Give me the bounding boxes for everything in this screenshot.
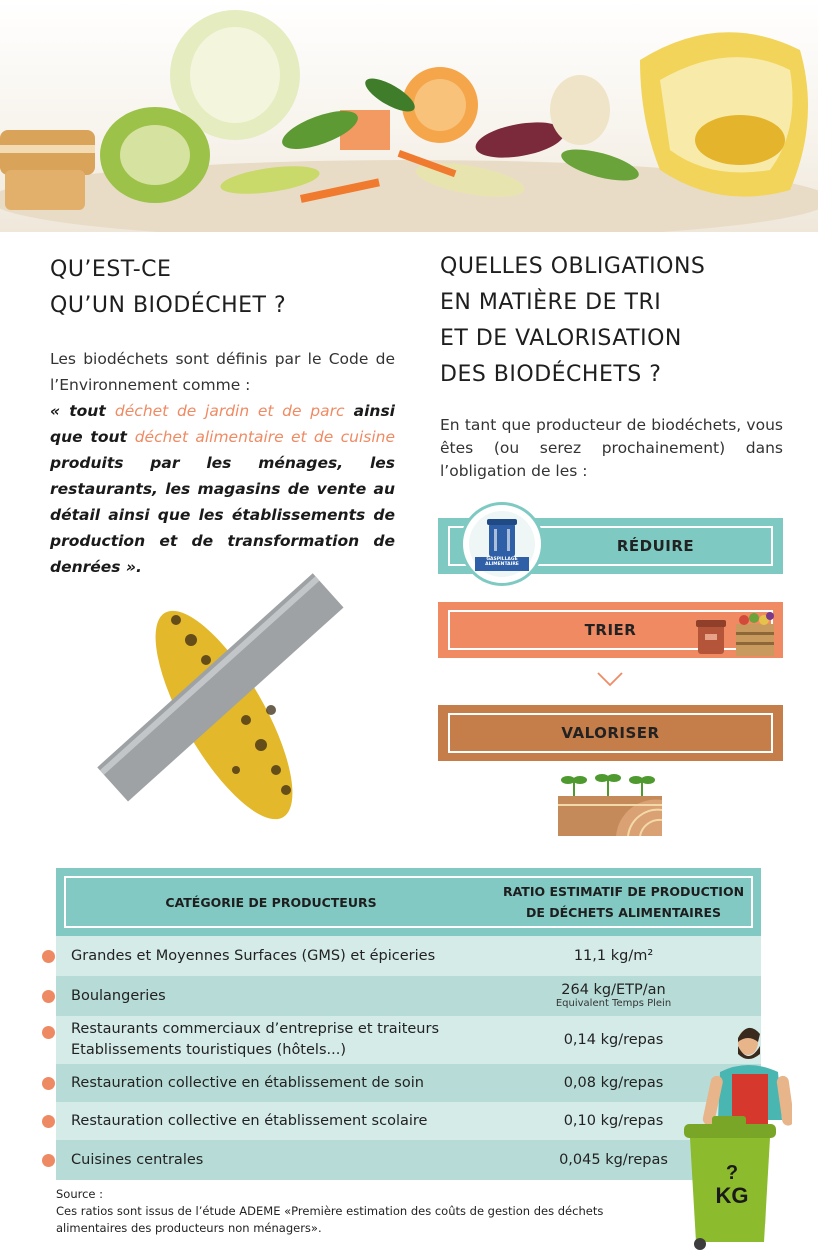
- badge-text: GASPILLAGE: [486, 557, 518, 562]
- chevron-down-icon: [596, 670, 624, 688]
- bullet-dot: [42, 990, 55, 1003]
- left-title-line: QU’UN BIODÉCHET ?: [50, 293, 287, 318]
- source-note: [56, 1186, 656, 1237]
- bullet-dot: [42, 1115, 55, 1128]
- bullet-dot: [42, 1154, 55, 1167]
- quote-highlight: déchet de jardin et de parc: [114, 402, 345, 420]
- source-label: Source :: [56, 1187, 104, 1201]
- row-category: Grandes et Moyennes Surfaces (GMS) et épiceries: [71, 947, 436, 964]
- sorting-bins-icon: [696, 610, 778, 658]
- quote-highlight: déchet alimentaire et de cuisine: [134, 428, 395, 446]
- header-ratio-line: RATIO ESTIMATIF DE PRODUCTION: [502, 884, 745, 899]
- man-with-bin-illustration: [672, 1020, 792, 1250]
- row-category-line: Restaurants commerciaux d’entreprise et traiteurs: [71, 1021, 440, 1037]
- left-title: [50, 252, 286, 324]
- row-ratio-note: Equivalent Temps Plein: [555, 998, 672, 1009]
- definition-quote: [50, 398, 395, 580]
- bullet-dot: [42, 1077, 55, 1090]
- compost-sprouts-icon: [556, 770, 664, 838]
- ratio-table: [56, 868, 761, 1180]
- table-row: [56, 1140, 761, 1180]
- quote-text: « tout: [50, 402, 115, 420]
- step-valoriser: [438, 705, 783, 761]
- row-ratio-value: 264 kg/ETP/an: [561, 982, 666, 998]
- gaspillage-badge: [460, 502, 544, 586]
- header-col-category: CATÉGORIE DE PRODUCTEURS: [165, 894, 377, 910]
- table-row: [56, 1102, 761, 1140]
- row-ratio: [486, 982, 761, 1010]
- quote-text: produits par les ménages, les restaurants, les magasins de vente au détail ainsi que les établissements de production et de transformation de denrées ».: [50, 454, 395, 576]
- definition-intro: Les biodéchets sont définis par le Code de l’Environnement comme :: [50, 350, 395, 394]
- row-category: Restauration collective en établissement scolaire: [71, 1112, 428, 1129]
- row-ratio: 0,045 kg/repas: [559, 1152, 668, 1168]
- hero-food-image: [0, 0, 818, 232]
- bullet-dot: [42, 950, 55, 963]
- row-ratio: 0,10 kg/repas: [563, 1113, 664, 1129]
- right-title-line: EN MATIÈRE DE TRI: [440, 290, 662, 315]
- header-col-ratio: [486, 868, 761, 936]
- badge-text: ALIMENTAIRE: [485, 562, 519, 567]
- right-title-line: QUELLES OBLIGATIONS: [440, 254, 706, 279]
- row-ratio: 11,1 kg/m²: [573, 948, 654, 964]
- row-ratio: 0,08 kg/repas: [563, 1075, 664, 1091]
- table-row: [56, 976, 761, 1016]
- bin-kg: KG: [715, 1183, 749, 1208]
- table-row: [56, 1016, 761, 1064]
- right-title-line: DES BIODÉCHETS ?: [440, 362, 662, 387]
- table-header: [56, 868, 761, 936]
- source-text: Ces ratios sont issus de l’étude ADEME «Première estimation des coûts de gestion des déchets alimentaires des producteurs non ménagers».: [56, 1204, 604, 1235]
- row-category: Cuisines centrales: [71, 1151, 204, 1168]
- row-ratio: 0,14 kg/repas: [563, 1032, 664, 1048]
- row-category-line: Etablissements touristiques (hôtels...): [71, 1042, 346, 1058]
- bin-question: ?: [725, 1162, 739, 1184]
- bullet-dot: [42, 1026, 55, 1039]
- header-ratio-line: DE DÉCHETS ALIMENTAIRES: [525, 905, 721, 920]
- right-title-line: ET DE VALORISATION: [440, 326, 682, 351]
- step-label: RÉDUIRE: [616, 537, 695, 555]
- corn-tape-image: [86, 560, 346, 820]
- step-label: TRIER: [584, 621, 637, 639]
- obligations-lead: En tant que producteur de biodéchets, vous êtes (ou serez prochainement) dans l’obligation de les :: [440, 416, 783, 480]
- row-category: [56, 1019, 486, 1061]
- row-category: Boulangeries: [71, 987, 166, 1004]
- quote-text: ainsi que tout: [50, 402, 395, 446]
- step-label: VALORISER: [561, 724, 660, 742]
- row-category: Restauration collective en établissement de soin: [71, 1074, 424, 1091]
- table-row: [56, 936, 761, 976]
- right-title: [440, 249, 705, 393]
- left-title-line: QU’EST-CE: [50, 257, 172, 282]
- table-row: [56, 1064, 761, 1102]
